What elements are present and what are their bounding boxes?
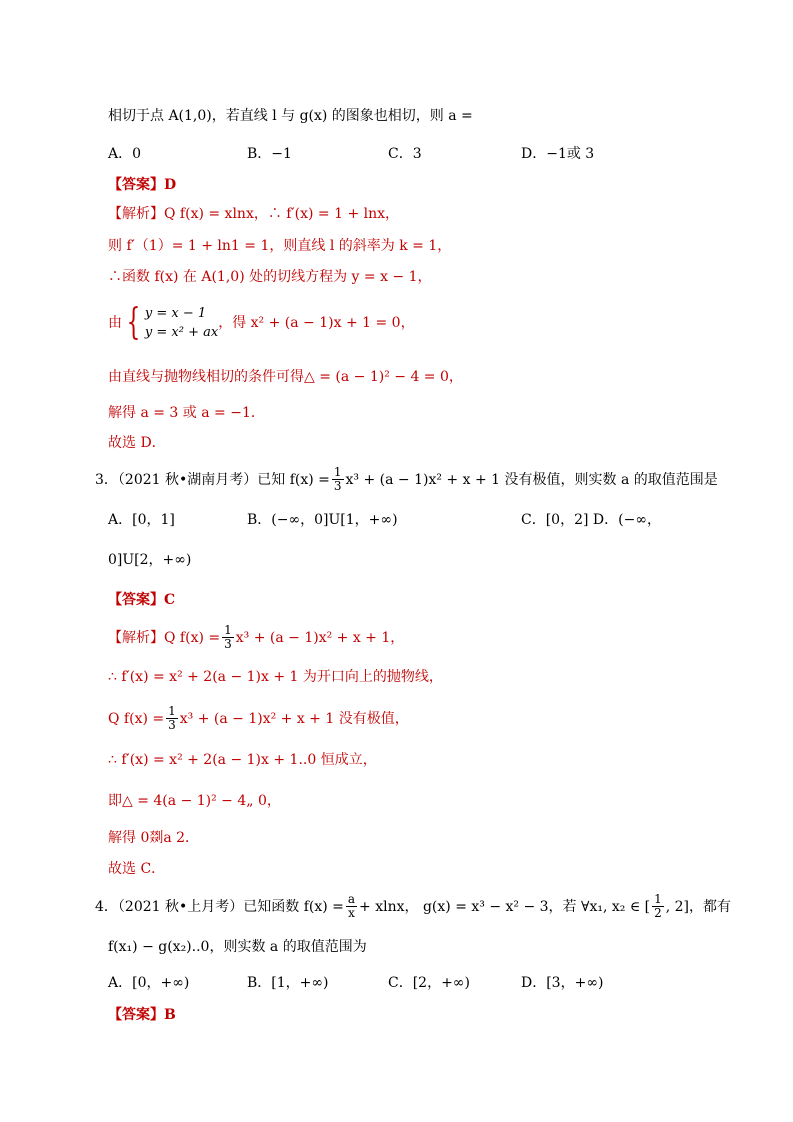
q3-a3-fraction xyxy=(166,705,178,732)
system-eq-1: y = x − 1 xyxy=(144,306,207,321)
q4-frac2-num: 1 xyxy=(654,892,662,906)
q2-analysis-line-3: ∴函数 f(x) 在 A(1,0) 处的切线方程为 y = x − 1， xyxy=(108,269,432,285)
q3-a1-frac-den: 3 xyxy=(224,637,232,651)
q2-answer: 【答案】D xyxy=(108,177,177,193)
q3-stem xyxy=(95,466,718,493)
q3-stem-suffix: x³ + (a − 1)x² + x + 1 没有极值，则实数 a 的取值范围是 xyxy=(345,471,718,488)
q3-a3-suffix: x³ + (a − 1)x² + x + 1 没有极值， xyxy=(179,710,409,727)
q3-analysis-line-6: 解得 0剟a 2． xyxy=(108,830,200,846)
q4-answer: 【答案】B xyxy=(108,1007,176,1023)
q4-stem-line-2: f(x₁) − g(x₂)..0，则实数 a 的取值范围为 xyxy=(108,939,367,955)
q3-analysis-line-3 xyxy=(108,705,409,732)
q3-a1-frac-num: 1 xyxy=(224,623,232,637)
q3-analysis-line-5: 即△ = 4(a − 1)² − 4„ 0， xyxy=(108,793,281,809)
q3-stem-prefix: 3．（2021 秋•湖南月考）已知 f(x) = xyxy=(95,471,330,488)
q3-a1-prefix: 【解析】Q f(x) = xyxy=(108,629,221,646)
q3-option-c-d: C．[0，2] D．(−∞， xyxy=(521,512,661,528)
q2-analysis-line-2: 则 f′（1）= 1 + ln1 = 1，则直线 l 的斜率为 k = 1， xyxy=(108,238,452,254)
q2-analysis-line-1: 【解析】Q f(x) = xlnx，∴ f′(x) = 1 + lnx， xyxy=(108,206,400,222)
q4-stem-prefix: 4．（2021 秋•上月考）已知函数 f(x) = xyxy=(95,898,344,915)
q3-answer: 【答案】C xyxy=(108,592,176,608)
q4-frac-den: x xyxy=(348,906,355,920)
q2-system-prefix: 由 xyxy=(108,315,122,331)
q3-option-a: A．[0，1] xyxy=(108,512,175,528)
q2-option-b: B．−1 xyxy=(247,146,292,162)
q2-analysis-line-5: 由直线与抛物线相切的条件可得△ = (a − 1)² − 4 = 0， xyxy=(108,369,463,385)
q3-a1-suffix: x³ + (a − 1)x² + x + 1， xyxy=(235,629,405,646)
q2-option-d: D．−1或 3 xyxy=(521,146,595,162)
equation-system xyxy=(122,304,218,342)
q2-option-a: A．0 xyxy=(108,146,142,162)
q3-a1-fraction xyxy=(222,624,234,651)
q4-option-d: D．[3，+∞) xyxy=(521,975,604,991)
q4-stem-line-1 xyxy=(95,893,731,920)
q3-option-d-cont: 0]U[2，+∞) xyxy=(108,552,192,568)
left-brace-icon: { xyxy=(126,302,141,343)
q4-stem-mid: + xlnx， g(x) = x³ − x² − 3，若 ∀x₁, x₂ ∈ [ xyxy=(359,898,651,915)
q3-a3-frac-den: 3 xyxy=(168,718,176,732)
q3-a3-prefix: Q f(x) = xyxy=(108,710,165,727)
q4-stem-suffix: , 2]，都有 xyxy=(665,898,732,915)
q3-frac-den: 3 xyxy=(333,479,342,493)
q4-fraction-a-x xyxy=(346,893,357,920)
q4-option-b: B．[1，+∞) xyxy=(247,975,329,991)
q2-analysis-system-line xyxy=(108,304,415,342)
q4-option-c: C．[2，+∞) xyxy=(388,975,470,991)
q4-frac2-den: 2 xyxy=(654,906,662,920)
q2-system-suffix: ，得 x² + (a − 1)x + 1 = 0， xyxy=(218,315,415,331)
q3-frac-num: 1 xyxy=(333,465,342,479)
q4-fraction-half xyxy=(652,893,664,920)
q2-analysis-line-6: 解得 a = 3 或 a = −1． xyxy=(108,405,265,421)
q3-analysis-line-1 xyxy=(108,624,404,651)
q2-stem-continuation: 相切于点 A(1,0)，若直线 l 与 g(x) 的图象也相切，则 a = xyxy=(108,108,473,124)
q4-option-a: A．[0，+∞) xyxy=(108,975,190,991)
q2-analysis-line-7: 故选 D． xyxy=(108,435,166,451)
q3-option-b: B．(−∞，0]U[1，+∞) xyxy=(247,512,398,528)
system-eq-2: y = x² + ax xyxy=(144,325,219,340)
q3-a3-frac-num: 1 xyxy=(168,704,176,718)
q2-option-c: C．3 xyxy=(388,146,422,162)
q4-frac-num: a xyxy=(347,892,356,906)
q3-analysis-line-2: ∴ f′(x) = x² + 2(a − 1)x + 1 为开口向上的抛物线， xyxy=(108,669,443,685)
q3-fraction xyxy=(332,466,344,493)
q3-analysis-line-7: 故选 C． xyxy=(108,861,166,877)
q3-analysis-line-4: ∴ f′(x) = x² + 2(a − 1)x + 1..0 恒成立， xyxy=(108,752,377,768)
